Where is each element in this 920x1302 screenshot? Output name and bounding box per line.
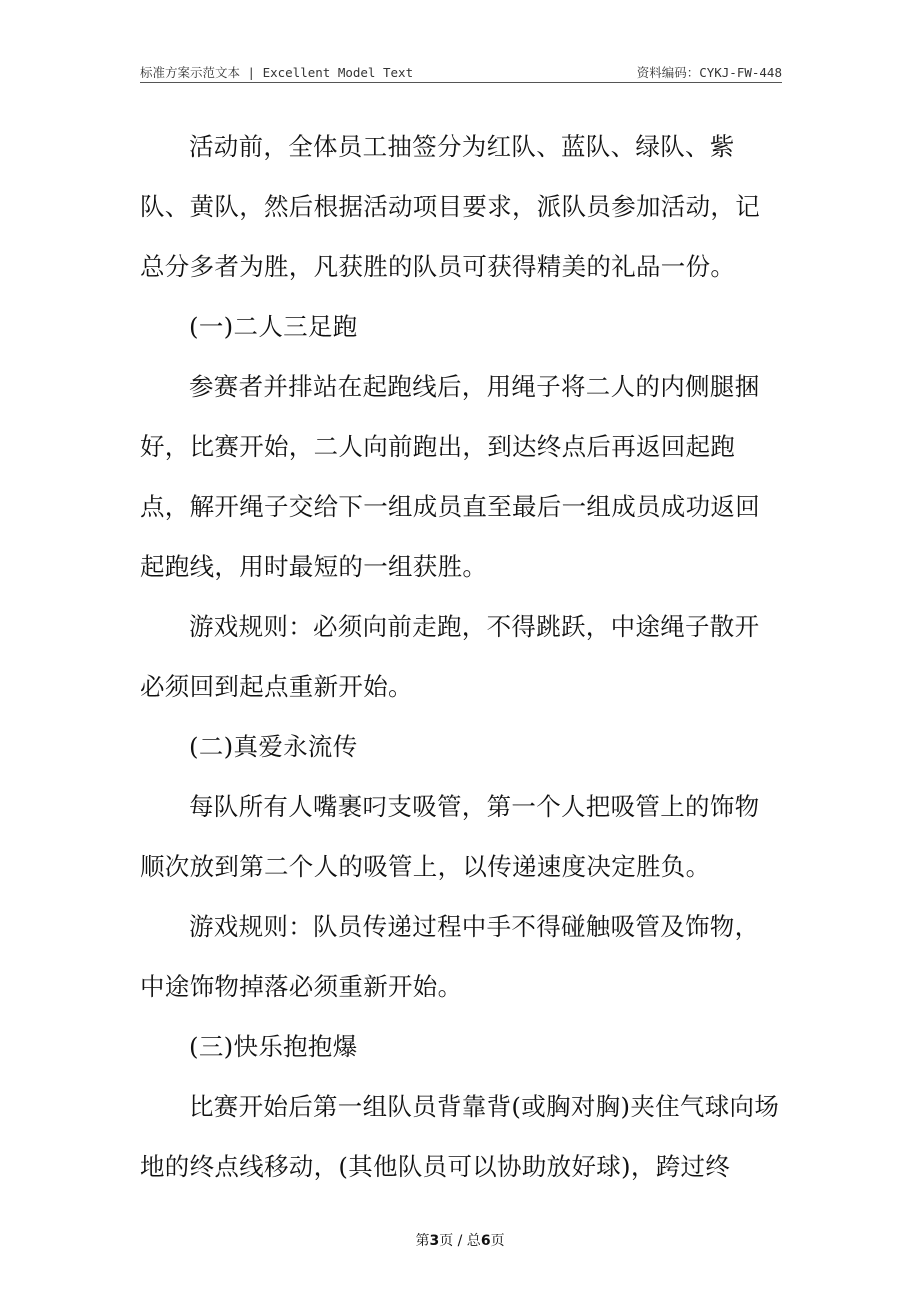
paragraph-intro: 活动前，全体员工抽签分为红队、蓝队、绿队、紫队、黄队，然后根据活动项目要求，派队员参加活动，记总分多者为胜，凡获胜的队员可获得精美的礼品一份。 [140, 132, 760, 281]
paragraph-section-1-rules: 游戏规则：必须向前走跑，不得跳跃，中途绳子散开必须回到起点重新开始。 [140, 612, 760, 701]
paragraph-section-2-desc: 每队所有人嘴裹叼支吸管，第一个人把吸管上的饰物顺次放到第二个人的吸管上，以传递速度决定胜负。 [140, 792, 760, 881]
footer-prefix: 第 [415, 1233, 430, 1249]
page-footer [0, 1230, 920, 1250]
header-title: 标准方案示范文本 | Excellent Model Text [140, 65, 414, 80]
current-page-number: 3 [429, 1233, 440, 1249]
paragraph-section-2-rules: 游戏规则：队员传递过程中手不得碰触吸管及饰物，中途饰物掉落必须重新开始。 [140, 912, 760, 1001]
page-header [140, 60, 782, 83]
paragraph-section-3-desc: 比赛开始后第一组队员背靠背(或胸对胸)夹住气球向场地的终点线移动，(其他队员可以协助放好球)，跨过终 [140, 1092, 780, 1181]
paragraph-section-1-desc: 参赛者并排站在起跑线后，用绳子将二人的内侧腿捆好，比赛开始，二人向前跑出，到达终点后再返回起跑点，解开绳子交给下一组成员直至最后一组成员成功返回起跑线，用时最短的一组获胜。 [140, 372, 760, 581]
section-heading-3: (三)快乐抱抱爆 [189, 1032, 358, 1061]
header-doc-code: 资料编码：CYKJ-FW-448 [636, 65, 782, 80]
footer-suffix: 页 [490, 1233, 505, 1249]
section-heading-1: (一)二人三足跑 [189, 312, 358, 341]
section-heading-2: (二)真爱永流传 [189, 732, 358, 761]
document-body [140, 117, 782, 1197]
footer-middle: 页 / 总 [439, 1233, 481, 1249]
total-page-number: 6 [480, 1233, 491, 1249]
